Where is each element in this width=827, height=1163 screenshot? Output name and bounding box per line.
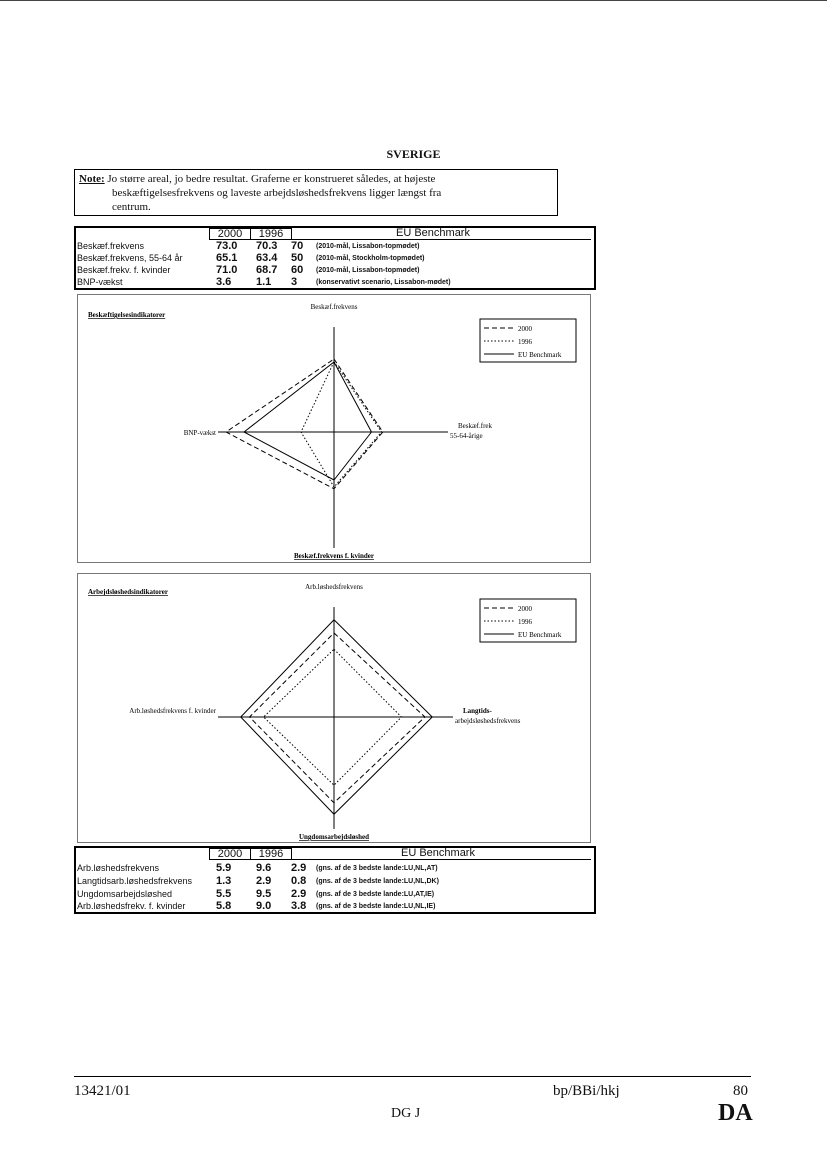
note-text-line2: beskæftigelsesfrekvens og laveste arbejdsløshedsfrekvens ligger længst fra xyxy=(112,187,442,199)
radar-axis-label-top: Arb.løshedsfrekvens xyxy=(305,583,363,591)
note-text-line3: centrum. xyxy=(112,201,151,213)
radar-legend xyxy=(480,319,576,362)
table-row: Arb.løshedsfrekvens 5.9 9.6 2.9 (gns. af de 3 bedste lande:LU,NL,AT) xyxy=(77,862,438,874)
page-title: SVERIGE xyxy=(386,147,441,161)
header-1996: 1996 xyxy=(250,848,292,860)
legend-label: 1996 xyxy=(518,618,532,626)
table-row: Langtidsarb.løshedsfrekvens 1.3 2.9 0.8 (gns. af de 3 bedste lande:LU,NL,DK) xyxy=(77,875,439,887)
page-number: 80 xyxy=(733,1083,748,1099)
header-eu-benchmark: EU Benchmark xyxy=(396,227,470,239)
note-box xyxy=(74,169,558,216)
unemployment-table xyxy=(74,846,596,914)
doc-number: 13421/01 xyxy=(74,1083,131,1099)
radar-legend xyxy=(480,599,576,642)
radar-axis-label-top: Beskæf.frekvens xyxy=(310,303,358,311)
radar-chart-title: Beskæftigelsesindikatorer xyxy=(88,311,166,319)
radar-axis-label-right-2: 55-64-årige xyxy=(450,432,483,440)
radar-axis-label-right: Langtids- xyxy=(463,707,492,715)
table-row: Ungdomsarbejdsløshed 5.5 9.5 2.9 (gns. af de 3 bedste lande:LU,AT,IE) xyxy=(77,888,435,900)
footer-rule xyxy=(74,1076,751,1077)
language-code: DA xyxy=(718,1100,753,1126)
note-label: Note: xyxy=(79,173,105,185)
table-row: Beskæf.frekvens 73.0 70.3 70 (2010-mål, Lissabon-topmødet) xyxy=(77,240,420,252)
table-row: BNP-vækst 3.6 1.1 3 (konservativt scenario, Lissabon-mødet) xyxy=(76,277,594,289)
header-eu-benchmark: EU Benchmark xyxy=(401,847,475,859)
radar-axis-label-bottom: Beskæf.frekvens f. kvinder xyxy=(294,552,374,560)
unemployment-radar-chart xyxy=(77,573,591,843)
legend-label: 2000 xyxy=(518,325,532,333)
radar-axis-label-left: Arb.løshedsfrekvens f. kvinder xyxy=(129,707,216,715)
radar-axis-label-left: BNP-vækst xyxy=(183,429,216,437)
top-border-line xyxy=(0,0,827,1)
legend-label: 2000 xyxy=(518,605,532,613)
radar-series-2000 xyxy=(226,359,383,489)
table-row: Arb.løshedsfrekv. f. kvinder 5.8 9.0 3.8 (gns. af de 3 bedste lande:LU,NL,IE) xyxy=(76,901,594,913)
table-row: Beskæf.frekvens, 55-64 år 65.1 63.4 50 (2010-mål, Stockholm-topmødet) xyxy=(77,252,425,264)
employment-radar-chart xyxy=(77,294,591,563)
legend-label: 1996 xyxy=(518,338,532,346)
radar-series-1996 xyxy=(301,362,382,487)
note-text-line1: Jo større areal, jo bedre resultat. Graferne er konstrueret således, at højeste xyxy=(104,173,436,185)
directorate: DG J xyxy=(391,1106,421,1121)
radar-axis-label-right: Beskæf.frek xyxy=(458,422,493,430)
radar-series-eu-benchmark xyxy=(244,362,372,480)
header-1996: 1996 xyxy=(250,228,292,240)
radar-series-2000 xyxy=(250,633,425,803)
radar-chart-title: Arbejdsløshedsindikatorer xyxy=(88,588,168,596)
header-2000: 2000 xyxy=(209,848,251,860)
unemployment-radar-svg xyxy=(78,574,592,844)
radar-axis-label-right-2: arbejdsløshedsfrekvens xyxy=(455,717,521,725)
employment-radar-svg xyxy=(78,295,592,564)
doc-reference: bp/BBi/hkj xyxy=(553,1083,620,1099)
legend-label: EU Benchmark xyxy=(518,351,562,359)
legend-label: EU Benchmark xyxy=(518,631,562,639)
table-row: Beskæf.frekv. f. kvinder 71.0 68.7 60 (2010-mål, Lissabon-topmødet) xyxy=(77,264,420,276)
employment-table xyxy=(74,226,596,290)
radar-axis-label-bottom: Ungdomsarbejdsløshed xyxy=(298,833,370,841)
header-2000: 2000 xyxy=(209,228,251,240)
